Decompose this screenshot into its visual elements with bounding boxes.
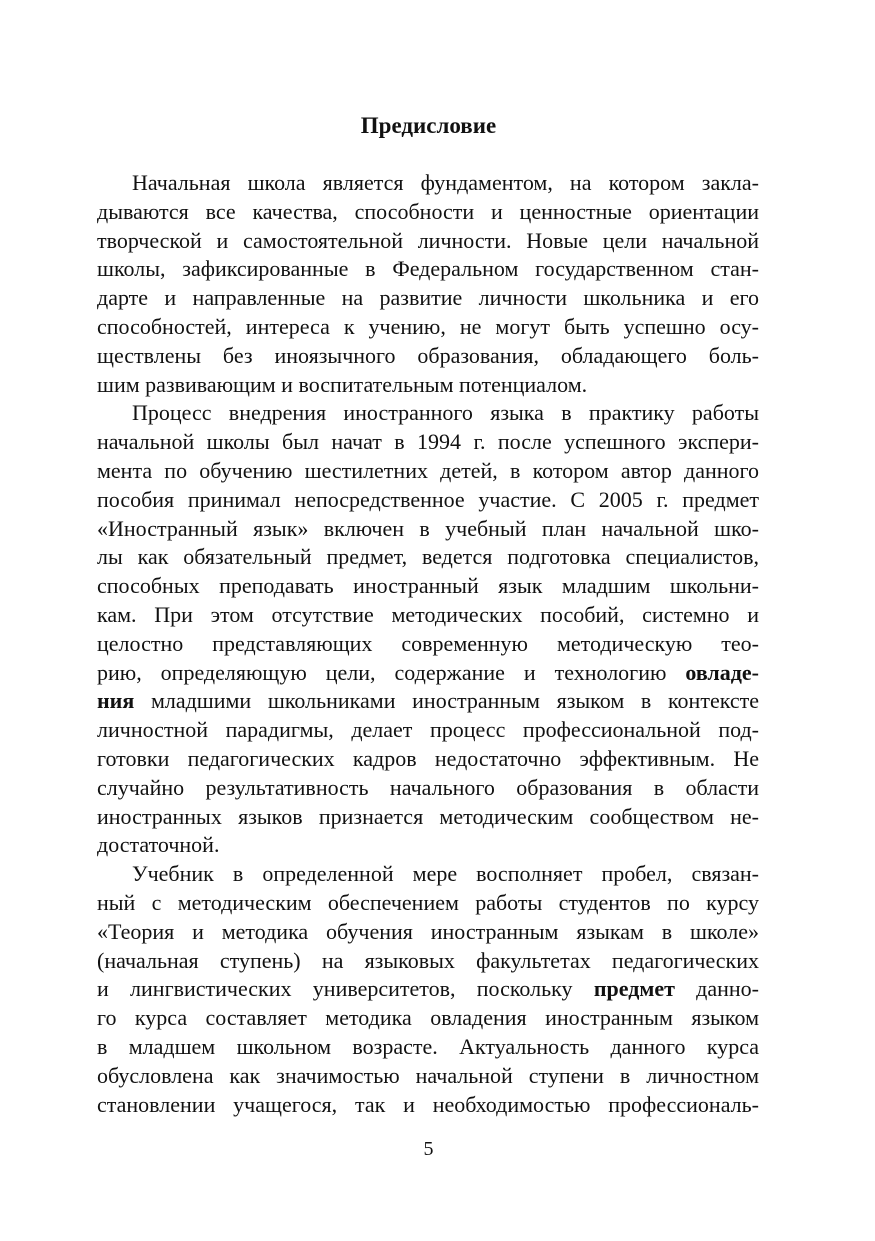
text-line: достаточной.: [97, 832, 220, 858]
text-line: в младшем школьном возрасте. Актуальность данного курса: [97, 1033, 759, 1059]
text-line: пособия принимал непосредственное участие. С 2005 г. предмет: [97, 486, 759, 512]
text-line: Начальная школа является фундаментом, на котором закла-: [132, 170, 759, 195]
text-line: начальной школы был начат в 1994 г. после успешного экспери-: [97, 429, 759, 455]
text-line: дарте и направленные на развитие личности школьника и его: [97, 285, 759, 311]
text-line: обусловлена как значимостью начальной ступени в личностном: [97, 1062, 759, 1088]
text-line: дываются все качества, способности и ценностные ориентации: [97, 198, 759, 224]
page-number: 5: [423, 1138, 434, 1160]
text-line: способных преподавать иностранный язык младшим школьни-: [97, 573, 759, 599]
text-line: мента по обучению шестилетних детей, в котором автор данного: [97, 457, 759, 483]
text-fragment: младшими школьниками иностранным языком в контексте: [134, 688, 759, 714]
text-fragment: рию, определяющую цели, содержание и технологию: [97, 659, 667, 685]
text-line: ществлены без иноязычного образования, обладающего боль-: [97, 342, 759, 368]
text-line-with-bold: [97, 687, 759, 716]
bold-term: овладе-: [685, 659, 759, 685]
text-line-with-bold: [97, 975, 759, 1004]
text-line: становлении учащегося, так и необходимостью профессиональ-: [97, 1091, 759, 1117]
text-line: шим развивающим и воспитательным потенциалом.: [97, 371, 588, 397]
text-line: Процесс внедрения иностранного языка в практику работы: [132, 400, 759, 426]
text-line: способностей, интереса к учению, не могут быть успешно осу-: [97, 313, 759, 339]
text-line: кам. При этом отсутствие методических пособий, системно и: [97, 601, 759, 627]
bold-term: предмет: [593, 976, 675, 1002]
text-line: Учебник в определенной мере восполняет пробел, связан-: [132, 861, 759, 887]
text-line-with-bold: [97, 659, 759, 688]
text-line: иностранных языков признается методическим сообществом не-: [97, 803, 759, 829]
text-line: личностной парадигмы, делает процесс профессиональной под-: [97, 717, 759, 743]
paragraph-2: [97, 399, 759, 860]
text-line: готовки педагогических кадров недостаточно эффективным. Не: [97, 745, 759, 771]
text-line: го курса составляет методика овладения иностранным языком: [97, 1005, 759, 1031]
text-line: (начальная ступень) на языковых факультетах педагогических: [97, 947, 759, 973]
text-fragment: и лингвистических университетов, поскольку: [97, 976, 573, 1002]
paragraph-3: [97, 860, 759, 1119]
page-title: Предисловие: [360, 113, 497, 138]
text-line: «Иностранный язык» включен в учебный план начальной шко-: [97, 515, 759, 541]
text-line: целостно представляющих современную методическую тео-: [97, 630, 759, 656]
text-line: «Теория и методика обучения иностранным языкам в школе»: [97, 918, 759, 944]
bold-term: ния: [97, 688, 135, 714]
text-line: случайно результативность начального образования в области: [97, 774, 759, 800]
body-text: [97, 169, 759, 1119]
text-line: лы как обязательный предмет, ведется подготовка специалистов,: [97, 544, 759, 570]
text-line: творческой и самостоятельной личности. Новые цели начальной: [97, 227, 759, 253]
paragraph-1: [97, 169, 759, 399]
text-fragment: данно-: [674, 976, 759, 1002]
text-line: ный с методическим обеспечением работы студентов по курсу: [97, 889, 759, 915]
text-line: школы, зафиксированные в Федеральном государственном стан-: [97, 256, 759, 282]
